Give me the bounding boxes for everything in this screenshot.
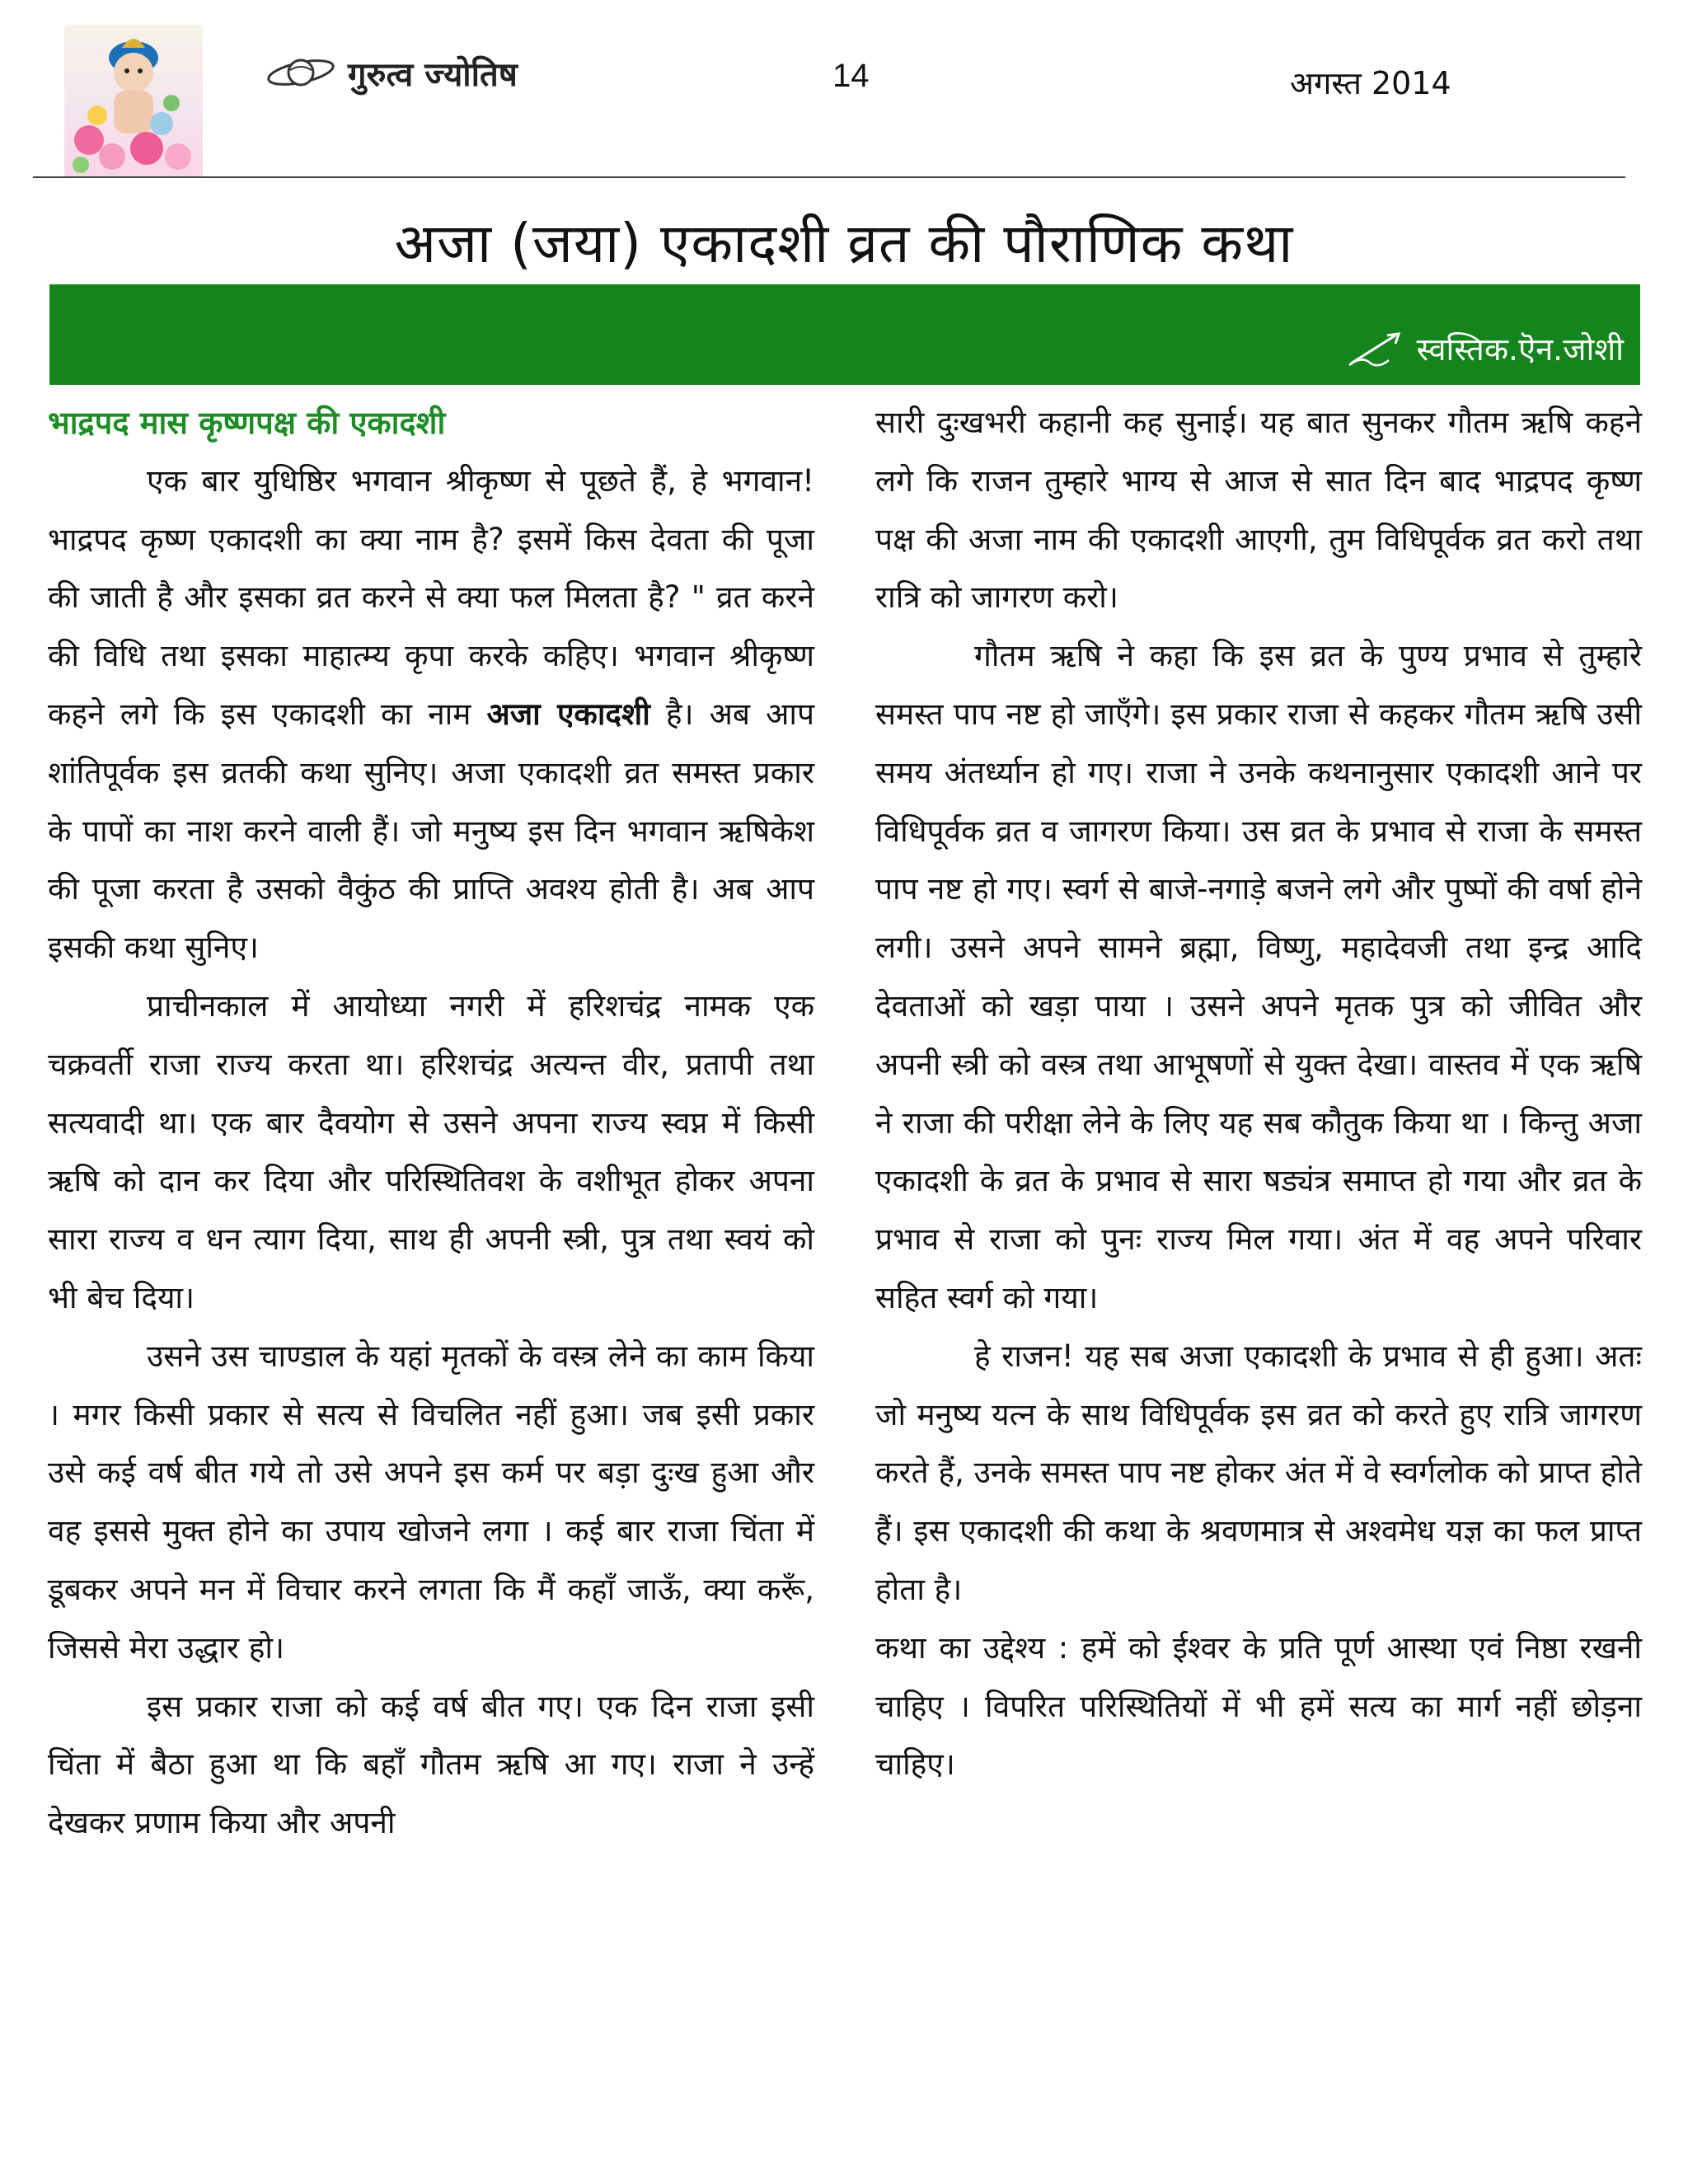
right-column bbox=[875, 394, 1642, 1794]
left-column bbox=[48, 394, 814, 1853]
paragraph bbox=[48, 452, 814, 977]
paragraph-text: एक बार युधिष्ठिर भगवान श्रीकृष्ण से पूछते हैं, हे भगवान! भाद्रपद कृष्ण एकादशी का क्या नाम है? इसमें किस देवता की पूजा की जाती है और इसका व्रत करने से क्या फल मिलता है? " व्रत करने की विधि तथा इसका माहात्म्य कृपा करके कहिए। भगवान श्रीकृष्ण कहने लगे कि इस एकादशी का नाम bbox=[48, 462, 814, 732]
issue-date: अगस्त 2014 bbox=[1290, 65, 1451, 101]
page-number: 14 bbox=[832, 58, 870, 94]
title-banner bbox=[49, 284, 1640, 385]
subheading: भाद्रपद मास कृष्णपक्ष की एकादशी bbox=[48, 405, 446, 441]
magazine-name: गुरुत्व ज्योतिष bbox=[348, 55, 518, 94]
pen-writing-icon bbox=[1346, 330, 1404, 367]
child-deity-logo-icon bbox=[64, 25, 203, 178]
paragraph: इस प्रकार राजा को कई वर्ष बीत गए। एक दिन राजा इसी चिंता में बैठा हुआ था कि बहाँ गौतम ऋषि आ गए। राजा ने उन्हें देखकर प्रणाम किया और अपनी bbox=[48, 1688, 814, 1841]
paragraph: सारी दुःखभरी कहानी कह सुनाई। यह बात सुनकर गौतम ऋषि कहने लगे कि राजन तुम्हारे भाग्य से आज से सात दिन बाद भाद्रपद कृष्ण पक्ष की अजा नाम की एकादशी आएगी, तुम विधिपूर्वक व्रत करो तथा रात्रि को जागरण करो। bbox=[875, 405, 1642, 616]
page-header bbox=[0, 0, 1688, 181]
highlighted-term: अजा एकादशी bbox=[486, 696, 650, 732]
header-divider bbox=[33, 176, 1625, 178]
author-name: स्वस्तिक.ऎन.जोशी bbox=[1416, 331, 1624, 368]
paragraph-text: है। अब आप शांतिपूर्वक इस व्रतकी कथा सुनिए। अजा एकादशी व्रत समस्त प्रकार के पापों का नाश करने वाली हैं। जो मनुष्य इस दिन भगवान ऋषिकेश की पूजा करता है उसको वैकुंठ की प्राप्ति अवश्य होती है। अब आप इसकी कथा सुनिए। bbox=[48, 696, 814, 966]
saturn-planet-icon bbox=[265, 52, 336, 93]
paragraph: गौतम ऋषि ने कहा कि इस व्रत के पुण्य प्रभाव से तुम्हारे समस्त पाप नष्ट हो जाएँगे। इस प्रकार राजा से कहकर गौतम ऋषि उसी समय अंतर्ध्यान हो गए। राजा ने उनके कथनानुसार एकादशी आने पर विधिपूर्वक व्रत व जागरण किया। उस व्रत के प्रभाव से राजा के समस्त पाप नष्ट हो गए। स्वर्ग से बाजे-नगाड़े बजने लगे और पुष्पों की वर्षा होने लगी। उसने अपने सामने ब्रह्मा, विष्णु, महादेवजी तथा इन्द्र आदि देवताओं को खड़ा पाया । उसने अपने मृतक पुत्र को जीवित और अपनी स्त्री को वस्त्र तथा आभूषणों से युक्त देखा। वास्तव में एक ऋषि ने राजा की परीक्षा लेने के लिए यह सब कौतुक किया था । किन्तु अजा एकादशी के व्रत के प्रभाव से सारा षड्यंत्र समाप्त हो गया और व्रत के प्रभाव से राजा को पुनः राज्य मिल गया। अंत में वह अपने परिवार सहित स्वर्ग को गया। bbox=[875, 638, 1642, 1315]
magazine-brand bbox=[265, 48, 518, 97]
paragraph: हे राजन! यह सब अजा एकादशी के प्रभाव से ही हुआ। अतः जो मनुष्य यत्न के साथ विधिपूर्वक इस व्रत को करते हुए रात्रि जागरण करते हैं, उनके समस्त पाप नष्ट होकर अंत में वे स्वर्गलोक को प्राप्त होते हैं। इस एकादशी की कथा के श्रवणमात्र से अश्वमेध यज्ञ का फल प्राप्त होता है। bbox=[875, 1338, 1642, 1607]
paragraph: प्राचीनकाल में आयोध्या नगरी में हरिशचंद्र नामक एक चक्रवर्ती राजा राज्य करता था। हरिशचंद्र अत्यन्त वीर, प्रतापी तथा सत्यवादी था। एक बार दैवयोग से उसने अपना राज्य स्वप्न में किसी ऋषि को दान कर दिया और परिस्थितिवश के वशीभूत होकर अपना सारा राज्य व धन त्याग दिया, साथ ही अपनी स्त्री, पुत्र तथा स्वयं को भी बेच दिया। bbox=[48, 987, 814, 1315]
moral-paragraph: कथा का उद्देश्य : हमें को ईश्वर के प्रति पूर्ण आस्था एवं निष्ठा रखनी चाहिए । विपरित परिस्थितियों में भी हमें सत्य का मार्ग नहीं छोड़ना चाहिए। bbox=[875, 1629, 1642, 1783]
author-byline bbox=[1346, 327, 1624, 370]
article-title: अजा (जया) एकादशी व्रत की पौराणिक कथा bbox=[394, 212, 1294, 275]
paragraph: उसने उस चाण्डाल के यहां मृतकों के वस्त्र लेने का काम किया । मगर किसी प्रकार से सत्य से विचलित नहीं हुआ। जब इसी प्रकार उसे कई वर्ष बीत गये तो उसे अपने इस कर्म पर बड़ा दुःख हुआ और वह इससे मुक्त होने का उपाय खोजने लगा । कई बार राजा चिंता में डूबकर अपने मन में विचार करने लगता कि मैं कहाँ जाऊँ, क्या करूँ, जिससे मेरा उद्धार हो। bbox=[48, 1338, 814, 1666]
